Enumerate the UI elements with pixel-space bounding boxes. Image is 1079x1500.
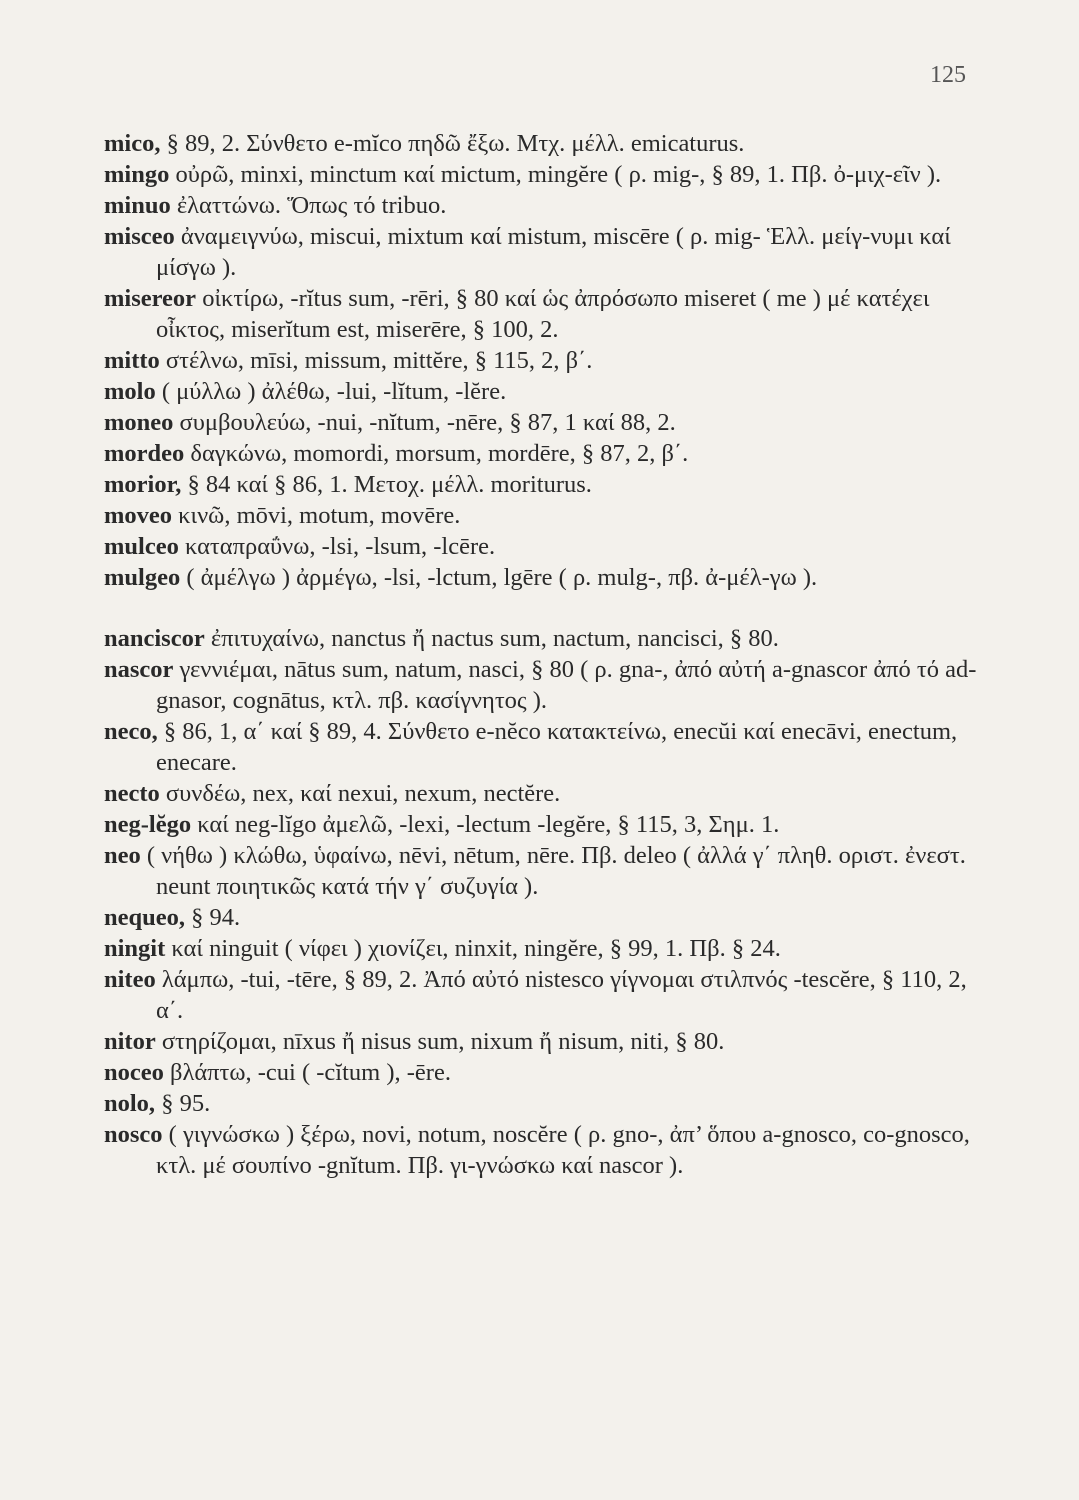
headword: necto [104,780,160,807]
headword: nolo, [104,1090,156,1117]
dictionary-entry [104,623,984,654]
headword: niteo [104,966,156,993]
headword: mulceo [104,533,179,560]
dictionary-entry [104,283,984,345]
entry-definition: ( νήθω ) κλώθω, ὑφαίνω, nēvi, nētum, nēre. Πβ. deleo ( ἀλλά γ΄ πληθ. οριστ. ἐνεστ. neunt ποιητικῶς κατά τήν γ΄ συζυγία ). [140,842,972,900]
headword: mico, [104,130,161,157]
dictionary-entry [104,221,984,283]
headword: neco, [104,718,158,745]
headword: moveo [104,502,173,529]
dictionary-entry [104,933,984,964]
dictionary-entry [104,190,984,221]
entry-definition: γεννιέμαι, nātus sum, natum, nasci, § 80 ( ρ. gna-, ἀπό αὐτή a-gnascor ἀπό τό ad-gnasor, cognātus, κτλ. πβ. κασίγνητος ). [156,656,977,714]
headword: molo [104,378,156,405]
entry-definition: καταπραΰνω, -lsi, -lsum, -lcēre. [178,533,496,560]
dictionary-entry [104,902,984,933]
entry-definition: § 84 καί § 86, 1. Μετοχ. μέλλ. moriturus. [181,471,592,498]
headword: nequeo, [104,904,186,931]
section-gap [104,593,984,623]
headword: nosco [104,1121,163,1148]
entry-definition: κινῶ, mōvi, motum, movēre. [172,502,461,529]
headword: mordeo [104,440,185,467]
entry-definition: καί ninguit ( νίφει ) χιονίζει, ninxit, ningĕre, § 99, 1. Πβ. § 24. [165,935,781,962]
dictionary-entry [104,1088,984,1119]
dictionary-entry [104,438,984,469]
dictionary-entry [104,1026,984,1057]
dictionary-entry [104,654,984,716]
entry-definition: συμβουλεύω, -nui, -nĭtum, -nēre, § 87, 1 καί 88, 2. [173,409,676,436]
dictionary-entry [104,376,984,407]
headword: ningit [104,935,166,962]
entry-definition: βλάπτω, -cui ( -cĭtum ), -ēre. [163,1059,451,1086]
dictionary-entry [104,716,984,778]
headword: noceo [104,1059,164,1086]
entry-definition: ἐλαττώνω. Ὅπως τό tribuo. [170,192,447,219]
dictionary-entry [104,1057,984,1088]
headword: misceo [104,223,175,250]
dictionary-entry [104,809,984,840]
entry-definition: στέλνω, mīsi, missum, mittĕre, § 115, 2, β΄. [159,347,593,374]
headword: morior, [104,471,182,498]
headword: neo [104,842,141,869]
headword: minuo [104,192,171,219]
headword: mitto [104,347,160,374]
entry-definition: στηρίζομαι, nīxus ἤ nisus sum, nixum ἤ nisum, niti, § 80. [155,1028,725,1055]
dictionary-entry [104,840,984,902]
headword: nascor [104,656,174,683]
headword: nanciscor [104,625,205,652]
page-number: 125 [930,62,966,88]
headword: mingo [104,161,170,188]
entry-definition: ( γιγνώσκω ) ξέρω, novi, notum, noscĕre ( ρ. gno-, ἀπ’ ὅπου a-gnosco, co-gnosco, κτλ. μέ σουπίνο -gnĭtum. Πβ. γι-γνώσκω καί nascor ). [156,1121,977,1179]
entry-definition: οὐρῶ, minxi, minctum καί mictum, mingĕre ( ρ. mig-, § 89, 1. Πβ. ὀ-μιχ-εῖν ). [169,161,942,188]
dictionary-entry [104,469,984,500]
entry-definition: § 94. [185,904,241,931]
entry-definition: § 95. [155,1090,211,1117]
entry-definition: ἐπιτυχαίνω, nanctus ἤ nactus sum, nactum, nancisci, § 80. [204,625,779,652]
entry-definition: οἰκτίρω, -rĭtus sum, -rēri, § 80 καί ὡς ἀπρόσωπο miseret ( me ) μέ κατέχει οἶκτος, miserĭtum est, miserēre, § 100, 2. [156,285,936,343]
dictionary-entry [104,407,984,438]
entry-definition: συνδέω, nex, καί nexui, nexum, nectĕre. [159,780,561,807]
entry-definition: § 86, 1, α΄ καί § 89, 4. Σύνθετο e-nĕco κατακτείνω, enecŭi καί enecāvi, enectum, enecare. [156,718,964,776]
headword: neg-lĕgo [104,811,192,838]
headword: mulgeo [104,564,181,591]
dictionary-entry [104,964,984,1026]
dictionary-entry [104,531,984,562]
dictionary-entry [104,778,984,809]
dictionary-entry [104,345,984,376]
headword: nitor [104,1028,156,1055]
dictionary-entry [104,159,984,190]
dictionary-entry [104,1119,984,1181]
dictionary-entry [104,500,984,531]
dictionary-entry [104,128,984,159]
dictionary-entries [104,128,984,1181]
entry-definition: ( ἀμέλγω ) ἀρμέγω, -lsi, -lctum, lgēre ( ρ. mulg-, πβ. ἀ-μέλ-γω ). [180,564,818,591]
entry-definition: § 89, 2. Σύνθετο e-mĭco πηδῶ ἔξω. Μτχ. μέλλ. emicaturus. [160,130,745,157]
entry-definition: καί neg-lĭgo ἀμελῶ, -lexi, -lectum -legĕre, § 115, 3, Σημ. 1. [191,811,780,838]
dictionary-entry [104,562,984,593]
entry-definition: λάμπω, -tui, -tēre, § 89, 2. Ἀπό αὐτό nistesco γίγνομαι στιλπνός -tescĕre, § 110, 2, α΄. [155,966,973,1024]
headword: misereor [104,285,197,312]
headword: moneo [104,409,174,436]
entry-definition: δαγκώνω, momordi, morsum, mordēre, § 87, 2, β΄. [184,440,689,467]
entry-definition: ( μύλλω ) ἀλέθω, -lui, -lĭtum, -lĕre. [155,378,507,405]
entry-definition: ἀναμειγνύω, miscui, mixtum καί mistum, miscēre ( ρ. mig- Ἑλλ. μείγ-νυμι καί μίσγω ). [156,223,957,281]
